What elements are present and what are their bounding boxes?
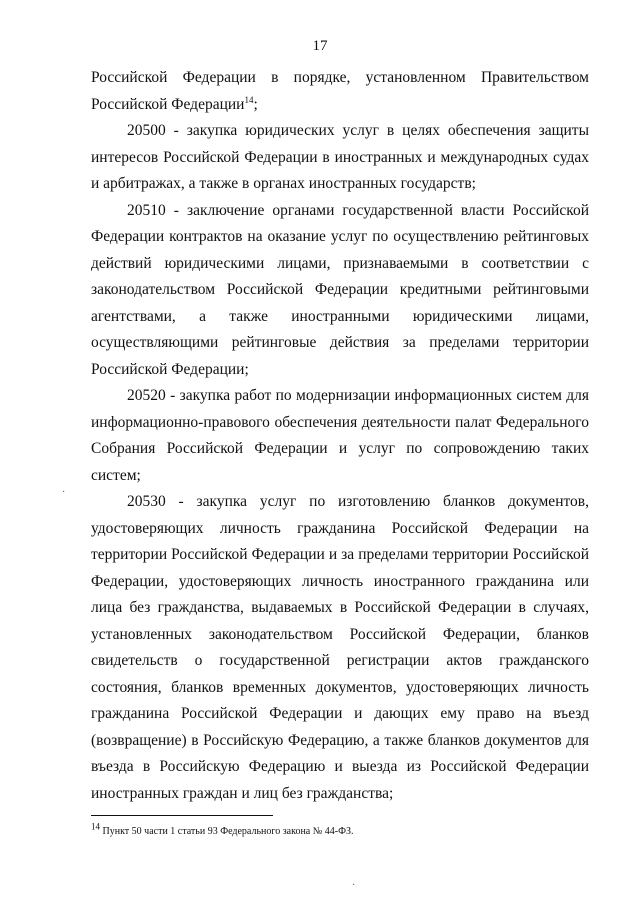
scan-speck: · (352, 880, 356, 891)
footnote-text: Пункт 50 части 1 статьи 93 Федерального закона № 44-ФЗ. (100, 826, 354, 837)
paragraph-20510: 20510 - заключение органами государственной власти Российской Федерации контрактов на оказание услуг по осуществлению рейтинговых действий юридическими лицами, признаваемыми в соответствии с законодательством Российской Федерации кредитными рейтинговыми агентствами, а также иностранными юридическими лицами, осуществляющими рейтинговые действия за пределами территории Российской Федерации; (91, 201, 589, 378)
footnote-reference: 14 (244, 94, 254, 105)
footnote-number: 14 (91, 821, 100, 832)
paragraph-20530: 20530 - закупка услуг по изготовлению бланков документов, удостоверяющих личность гражданина Российской Федерации на территории Российской Федерации и за пределами территории Российской Федерации, удостоверяющих личность иностранного гражданина или лица без гражданства, выдаваемых в Российской Федерации в случаях, установленных законодательством Российской Федерации, бланков свидетельств о государственной регистрации актов гражданского состояния, бланков временных документов, удостоверяющих личность гражданина Российской Федерации и дающих ему право на въезд (возвращение) в Российскую Федерацию, а также бланков документов для въезда в Российскую Федерацию и выезда из Российской Федерации иностранных граждан и лиц без гражданства; (91, 493, 589, 802)
paragraph-punctuation: ; (253, 95, 258, 113)
page-number: 17 (312, 38, 328, 54)
paragraph-20520: 20520 - закупка работ по модернизации информационных систем для информационно-правового обеспечения деятельности палат Федерального Собрания Российской Федерации и услуг по сопровождению таких систем; (91, 387, 589, 484)
paragraph-continuation (91, 65, 589, 118)
footnote (91, 821, 589, 838)
paragraph-text: Российской Федерации в порядке, установленном Правительством Российской Федерации (91, 69, 589, 113)
footnote-divider (91, 815, 273, 816)
scan-speck: · (62, 487, 66, 498)
body-text (91, 65, 589, 807)
paragraph-20500: 20500 - закупка юридических услуг в целях обеспечения защиты интересов Российской Федерации в иностранных и международных судах и арбитражах, а также в органах иностранных государств; (91, 122, 589, 192)
